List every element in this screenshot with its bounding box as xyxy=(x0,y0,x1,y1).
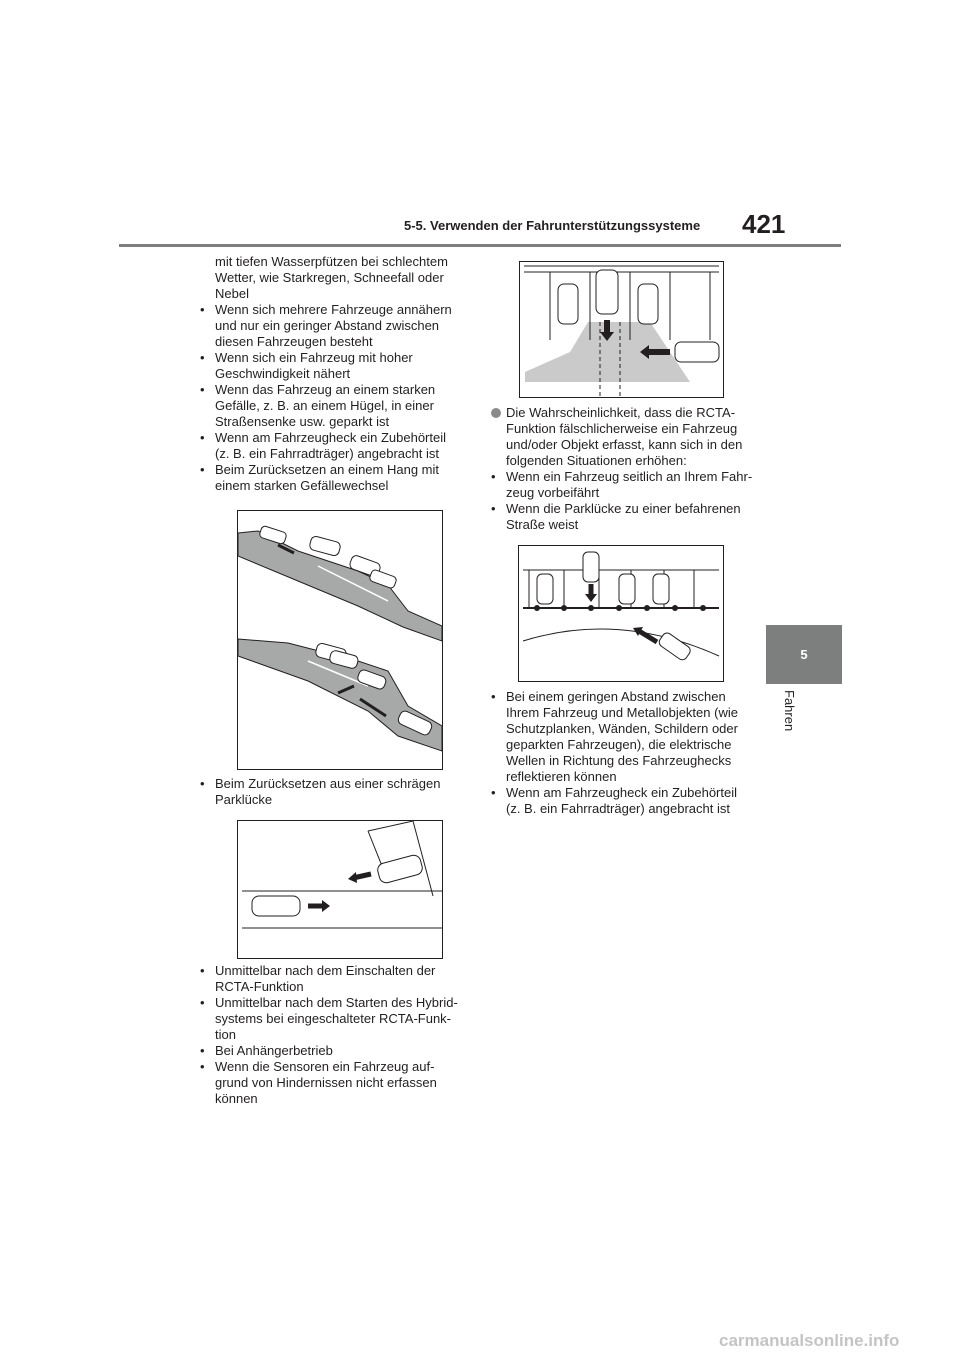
car-icon xyxy=(376,854,424,885)
car-icon xyxy=(596,270,618,314)
text-line: Funktion fälschlicherweise ein Fahrzeug xyxy=(506,421,738,436)
text-line: Die Wahrscheinlichkeit, dass die RCTA- xyxy=(506,405,736,420)
car-icon xyxy=(675,342,719,362)
text-line: Parklücke xyxy=(215,792,273,807)
text-line: reflektieren können xyxy=(506,769,617,784)
car-icon xyxy=(657,631,692,662)
text-line: Wenn sich ein Fahrzeug mit hoher xyxy=(215,350,413,365)
right-bullet-list-1 xyxy=(491,469,781,533)
car-icon xyxy=(619,574,635,604)
text-line: Wetter, wie Starkregen, Schneefall oder xyxy=(215,270,444,285)
bullet-icon: • xyxy=(200,350,205,365)
arrow-icon xyxy=(639,631,657,642)
bullet-list-2 xyxy=(200,776,480,808)
text-line: Unmittelbar nach dem Einschalten der xyxy=(215,963,436,978)
text-line: Bei Anhängerbetrieb xyxy=(215,1043,333,1058)
header-rule xyxy=(119,244,841,247)
bullet-icon: • xyxy=(200,1043,205,1058)
bullet-icon: • xyxy=(200,776,205,791)
text-line: geparkten Fahrzeugen), die elektrische xyxy=(506,737,732,752)
right-bullet-list-2 xyxy=(491,689,781,817)
car-icon xyxy=(309,535,342,556)
list-item xyxy=(200,350,480,382)
list-item xyxy=(491,469,781,501)
bullet-icon: • xyxy=(200,995,205,1010)
bullet-list-1 xyxy=(200,302,480,494)
bullet-icon: • xyxy=(200,1059,205,1074)
text-line: Beim Zurücksetzen aus einer schrägen xyxy=(215,776,441,791)
text-line: Wenn das Fahrzeug an einem starken xyxy=(215,382,436,397)
list-item xyxy=(200,462,480,494)
car-icon xyxy=(653,574,669,604)
circle-item-block xyxy=(491,405,781,469)
list-item xyxy=(200,776,480,808)
parking-lot-illustration xyxy=(520,262,723,397)
text-line: Wenn ein Fahrzeug seitlich an Ihrem Fahr- xyxy=(506,469,753,484)
text-line: Schutzplanken, Wänden, Schildern oder xyxy=(506,721,738,736)
car-icon xyxy=(638,284,658,324)
list-item xyxy=(200,1043,480,1059)
chapter-number: 5 xyxy=(800,647,808,662)
text-line: Beim Zurücksetzen an einem Hang mit xyxy=(215,462,439,477)
text-line: Gefälle, z. B. an einem Hügel, in einer xyxy=(215,398,434,413)
text-line: tion xyxy=(215,1027,236,1042)
bullet-icon: • xyxy=(491,785,496,800)
chapter-label xyxy=(782,690,802,750)
bullet-icon: • xyxy=(200,302,205,317)
list-item xyxy=(491,689,781,785)
list-item xyxy=(491,501,781,533)
bullet-icon: • xyxy=(200,462,205,477)
text-line: Nebel xyxy=(215,286,249,301)
text-line: Wenn die Sensoren ein Fahrzeug auf- xyxy=(215,1059,435,1074)
text-line: systems bei eingeschalteter RCTA-Funk- xyxy=(215,1011,452,1026)
text-line: Wellen in Richtung des Fahrzeughecks xyxy=(506,753,732,768)
text-line: Wenn sich mehrere Fahrzeuge annähern xyxy=(215,302,452,317)
text-line: zeug vorbeifährt xyxy=(506,485,600,500)
text-line: Ihrem Fahrzeug und Metallobjekten (wie xyxy=(506,705,738,720)
text-line: und nur ein geringer Abstand zwischen xyxy=(215,318,440,333)
text-line: und/oder Objekt erfasst, kann sich in den xyxy=(506,437,743,452)
list-item xyxy=(200,382,480,430)
text-line: Wenn am Fahrzeugheck ein Zubehörteil xyxy=(506,785,737,800)
car-icon xyxy=(537,574,553,604)
oblique-parking-illustration xyxy=(238,821,442,958)
bullet-icon: • xyxy=(491,689,496,704)
watermark[interactable]: carmanualsonline.info xyxy=(719,1331,900,1350)
bullet-list-3 xyxy=(200,963,480,1107)
text-line: grund von Hindernissen nicht erfassen xyxy=(215,1075,437,1090)
bullet-icon: • xyxy=(200,430,205,445)
list-item xyxy=(491,785,781,817)
text-line: (z. B. ein Fahrradträger) angebracht ist xyxy=(215,446,439,461)
text-line: folgenden Situationen erhöhen: xyxy=(506,453,687,468)
text-line: Wenn die Parklücke zu einer befahrenen xyxy=(506,501,741,516)
figure-parking-lot-crossing xyxy=(519,261,724,398)
text-line: Geschwindigkeit nähert xyxy=(215,366,351,381)
chapter-label-text: Fahren xyxy=(782,690,797,732)
car-icon xyxy=(558,284,578,324)
text-line: mit tiefen Wasserpfützen bei schlechtem xyxy=(215,254,448,269)
road-facing-illustration xyxy=(519,546,723,681)
text-line: Unmittelbar nach dem Starten des Hybrid- xyxy=(215,995,458,1010)
bullet-icon: • xyxy=(491,501,496,516)
text-line: Wenn am Fahrzeugheck ein Zubehörteil xyxy=(215,430,446,445)
figure-slope-parking xyxy=(237,510,443,770)
circle-bullet-icon xyxy=(491,408,501,418)
list-item xyxy=(200,995,480,1043)
list-item xyxy=(200,302,480,350)
chapter-tab[interactable] xyxy=(766,625,842,684)
text-line: Straße weist xyxy=(506,517,579,532)
text-line: Bei einem geringen Abstand zwischen xyxy=(506,689,726,704)
car-icon xyxy=(252,896,300,916)
continuation-text xyxy=(200,254,480,302)
list-item xyxy=(200,430,480,462)
text-line: RCTA-Funktion xyxy=(215,979,304,994)
list-item xyxy=(200,963,480,995)
bullet-icon: • xyxy=(200,963,205,978)
page-number: 421 xyxy=(742,209,786,239)
text-line: einem starken Gefällewechsel xyxy=(215,478,389,493)
text-line: Straßensenke usw. geparkt ist xyxy=(215,414,390,429)
section-title: 5-5. Verwenden der Fahrunterstützungssysteme xyxy=(404,218,701,233)
text-line: diesen Fahrzeugen besteht xyxy=(215,334,373,349)
bullet-icon: • xyxy=(491,469,496,484)
list-item xyxy=(200,1059,480,1107)
slope-illustration xyxy=(238,511,442,769)
figure-space-facing-road xyxy=(518,545,724,682)
text-line: (z. B. ein Fahrradträger) angebracht ist xyxy=(506,801,730,816)
figure-oblique-parking xyxy=(237,820,443,959)
bullet-icon: • xyxy=(200,382,205,397)
text-line: können xyxy=(215,1091,258,1106)
car-icon xyxy=(583,552,599,582)
